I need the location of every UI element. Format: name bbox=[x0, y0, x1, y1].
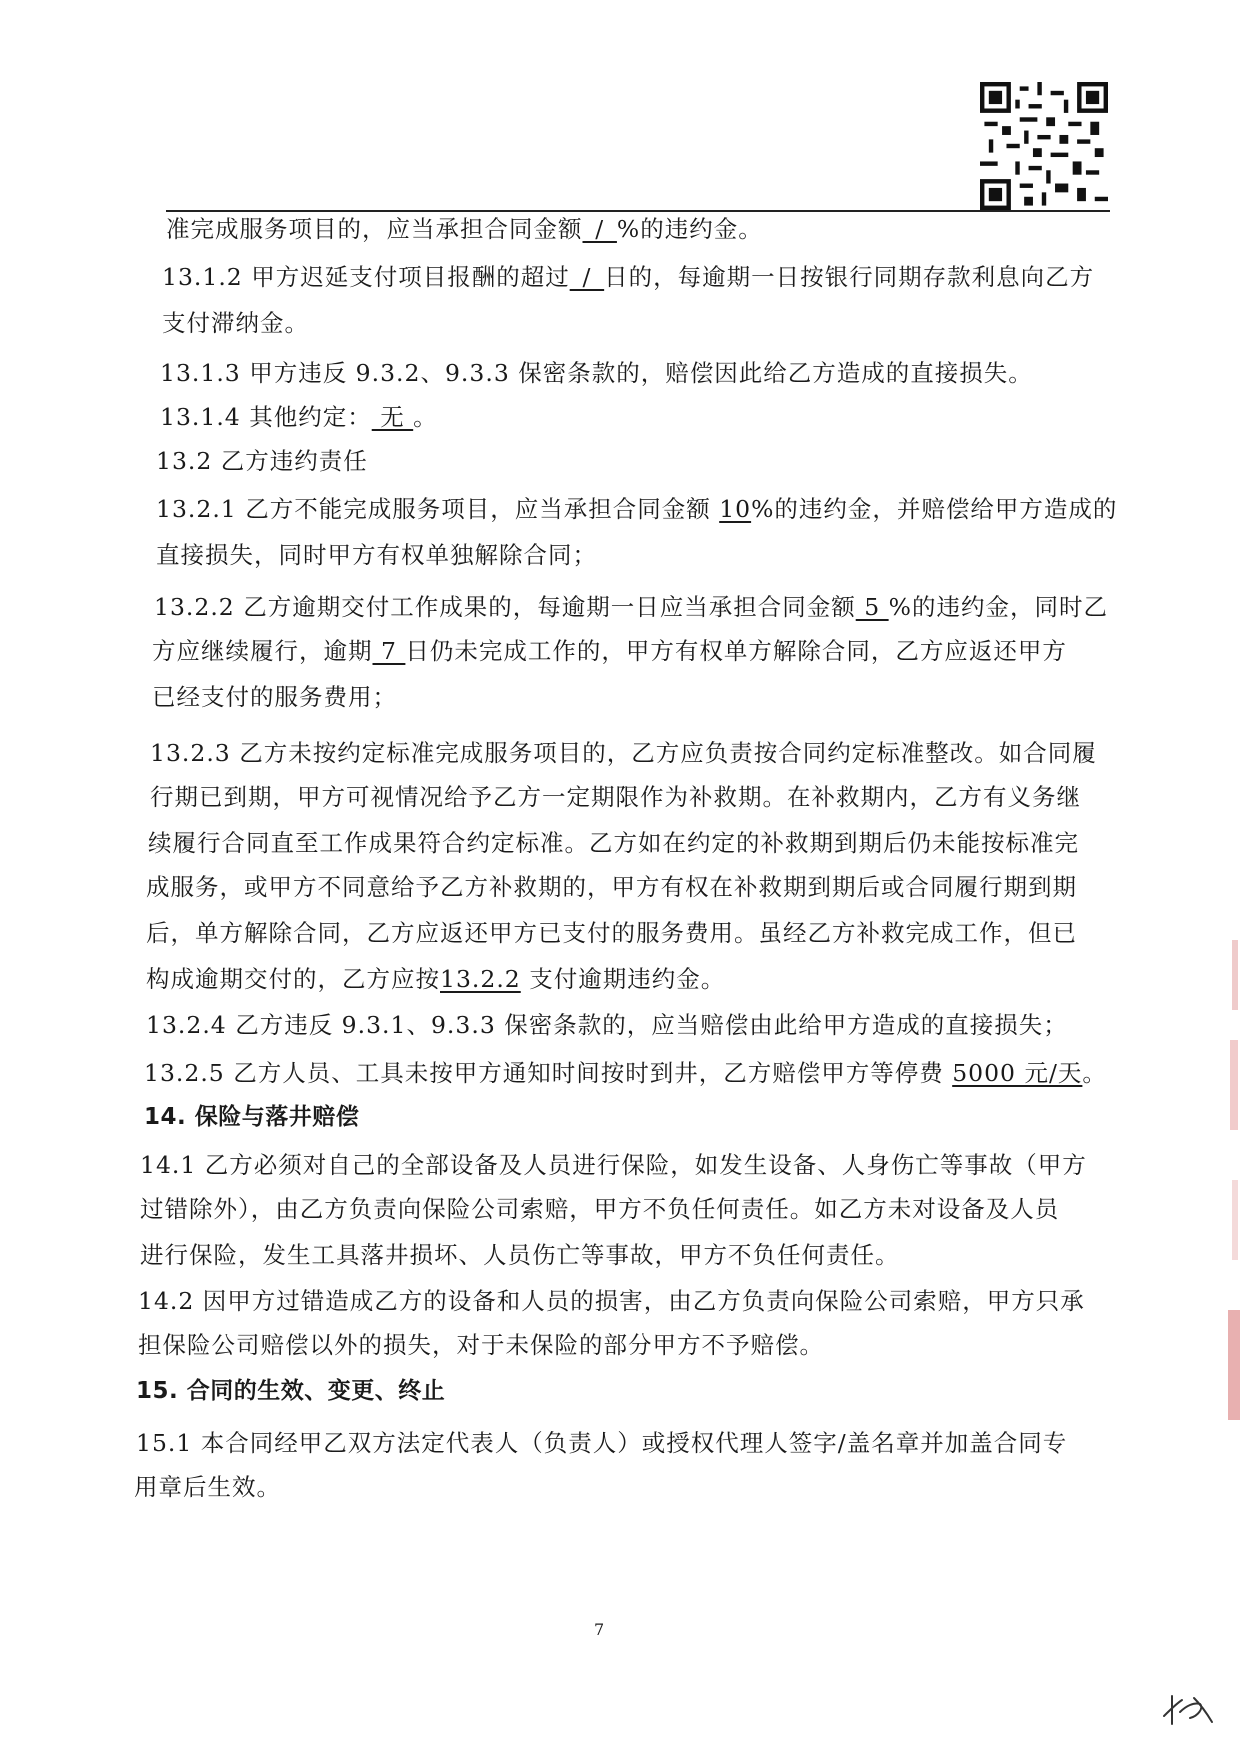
filled-blank: 5000 元/天 bbox=[952, 1059, 1083, 1087]
page-number: 7 bbox=[594, 1620, 605, 1639]
header-rule bbox=[166, 210, 1110, 212]
text-segment: 15.1 本合同经甲乙双方法定代表人（负责人）或授权代理人签字/盖名章并加盖合同专 bbox=[136, 1429, 1068, 1457]
filled-blank: 5 bbox=[855, 593, 889, 621]
filled-blank: _/_ bbox=[569, 263, 605, 291]
text-segment: 13.1.3 甲方违反 9.3.2、9.3.3 保密条款的，赔偿因此给乙方造成的直接损失。 bbox=[160, 359, 1033, 387]
text-segment: 成服务，或甲方不同意给予乙方补救期的，甲方有权在补救期到期后或合同履行期到期 bbox=[146, 873, 1077, 901]
text-segment: 。 bbox=[413, 403, 438, 431]
text-line bbox=[160, 358, 1033, 388]
text-line bbox=[166, 214, 763, 244]
text-segment: 进行保险，发生工具落井损坏、人员伤亡等事故，甲方不负任何责任。 bbox=[140, 1241, 900, 1269]
text-line bbox=[146, 964, 725, 994]
text-segment: %的违约金，同时乙 bbox=[888, 593, 1108, 621]
text-segment: 14.2 因甲方过错造成乙方的设备和人员的损害，由乙方负责向保险公司索赔，甲方只承 bbox=[138, 1287, 1085, 1315]
filled-blank: 7 bbox=[372, 637, 406, 665]
text-line bbox=[138, 1286, 1085, 1316]
text-segment: 13.1.2 甲方迟延支付项目报酬的超过 bbox=[162, 263, 570, 291]
text-line bbox=[146, 872, 1077, 902]
text-segment: 后，单方解除合同，乙方应返还甲方已支付的服务费用。虽经乙方补救完成工作，但已 bbox=[146, 919, 1077, 947]
text-line bbox=[156, 540, 597, 570]
text-line bbox=[156, 446, 368, 476]
stamp-edge-marks bbox=[1220, 940, 1240, 1460]
text-line bbox=[140, 1194, 1059, 1224]
qr-code bbox=[980, 82, 1108, 210]
signature-mark bbox=[1160, 1690, 1220, 1730]
text-segment: 方应继续履行，逾期 bbox=[152, 637, 373, 665]
text-line bbox=[146, 918, 1077, 948]
text-segment: %的违约金。 bbox=[616, 215, 763, 243]
text-segment: 过错除外），由乙方负责向保险公司索赔，甲方不负任何责任。如乙方未对设备及人员 bbox=[140, 1195, 1060, 1223]
text-line bbox=[160, 402, 438, 432]
text-line bbox=[162, 262, 1094, 292]
section-heading bbox=[136, 1376, 445, 1406]
text-segment: 13.2.2 乙方逾期交付工作成果的，每逾期一日应当承担合同金额 bbox=[154, 593, 856, 621]
text-segment: 支付滞纳金。 bbox=[162, 309, 309, 337]
text-segment: 已经支付的服务费用； bbox=[152, 683, 397, 711]
text-line bbox=[140, 1240, 900, 1270]
text-segment: 担保险公司赔偿以外的损失，对于未保险的部分甲方不予赔偿。 bbox=[138, 1331, 824, 1359]
text-line bbox=[138, 1330, 824, 1360]
text-segment: 13.2.3 乙方未按约定标准完成服务项目的，乙方应负责按合同约定标准整改。如合同履 bbox=[150, 739, 1097, 767]
text-segment: 13.2 乙方违约责任 bbox=[156, 447, 368, 475]
text-line bbox=[152, 636, 1067, 666]
text-line bbox=[140, 1150, 1087, 1180]
text-segment: 15. 合同的生效、变更、终止 bbox=[136, 1378, 446, 1404]
text-segment: 准完成服务项目的，应当承担合同金额 bbox=[166, 215, 583, 243]
text-segment: 14. 保险与落井赔偿 bbox=[144, 1104, 360, 1130]
text-segment: 14.1 乙方必须对自己的全部设备及人员进行保险，如发生设备、人身伤亡等事故（甲方 bbox=[140, 1151, 1087, 1179]
text-line bbox=[162, 308, 309, 338]
filled-blank: _/_ bbox=[582, 215, 617, 243]
text-line bbox=[154, 592, 1108, 622]
text-line bbox=[144, 1058, 1107, 1088]
filled-blank: 13.2.2 bbox=[440, 965, 521, 993]
text-segment: 支付逾期违约金。 bbox=[520, 965, 726, 993]
text-line bbox=[148, 828, 1079, 858]
text-segment: %的违约金，并赔偿给甲方造成的 bbox=[751, 495, 1118, 523]
filled-blank: 无 bbox=[371, 403, 414, 431]
text-line bbox=[152, 682, 397, 712]
text-segment: 构成逾期交付的，乙方应按 bbox=[146, 965, 440, 993]
text-segment: 13.2.5 乙方人员、工具未按甲方通知时间按时到井，乙方赔偿甲方等停费 bbox=[144, 1059, 953, 1087]
text-line bbox=[146, 1010, 1068, 1040]
text-segment: 。 bbox=[1082, 1059, 1107, 1087]
text-line bbox=[150, 782, 1081, 812]
text-segment: 行期已到期，甲方可视情况给予乙方一定期限作为补救期。在补救期内，乙方有义务继 bbox=[150, 783, 1081, 811]
section-heading bbox=[144, 1102, 359, 1132]
text-segment: 13.2.1 乙方不能完成服务项目，应当承担合同金额 bbox=[156, 495, 720, 523]
text-segment: 13.2.4 乙方违反 9.3.1、9.3.3 保密条款的，应当赔偿由此给甲方造成的直接损失； bbox=[146, 1011, 1068, 1039]
text-line bbox=[134, 1472, 281, 1502]
text-segment: 日的，每逾期一日按银行同期存款利息向乙方 bbox=[604, 263, 1095, 291]
text-line bbox=[136, 1428, 1067, 1458]
text-segment: 用章后生效。 bbox=[134, 1473, 281, 1501]
text-segment: 13.1.4 其他约定： bbox=[160, 403, 372, 431]
text-segment: 续履行合同直至工作成果符合约定标准。乙方如在约定的补救期到期后仍未能按标准完 bbox=[148, 829, 1079, 857]
text-segment: 直接损失，同时甲方有权单独解除合同； bbox=[156, 541, 597, 569]
text-segment: 日仍未完成工作的，甲方有权单方解除合同，乙方应返还甲方 bbox=[405, 637, 1067, 665]
filled-blank: 10 bbox=[719, 495, 752, 523]
text-line bbox=[156, 494, 1117, 524]
text-line bbox=[150, 738, 1097, 768]
